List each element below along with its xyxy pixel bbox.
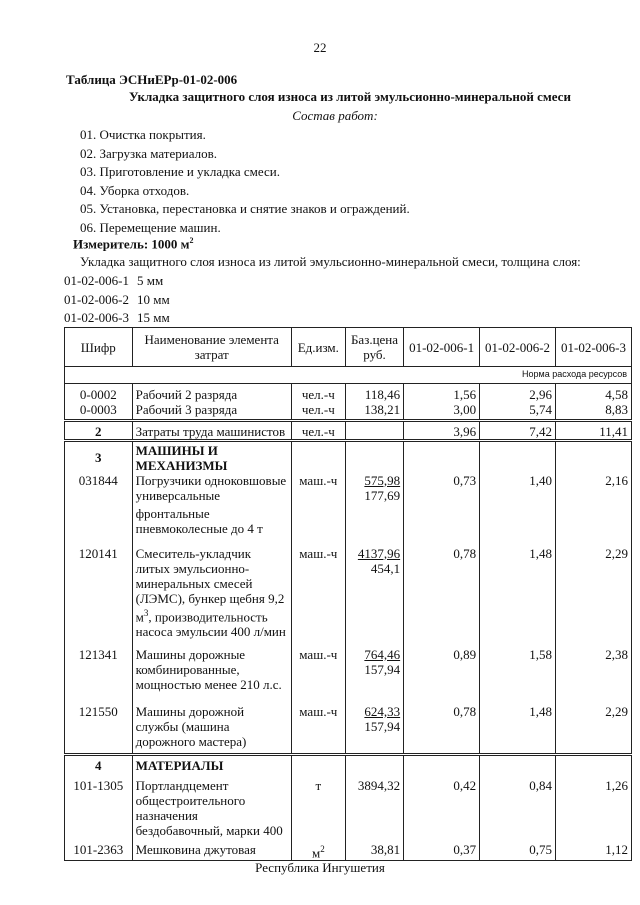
price-base: 4137,96 [357,545,401,561]
code-value: 5 мм [137,273,164,288]
cell-price [345,536,403,639]
cell-name: Рабочий 3 разряда [132,402,291,420]
cell-price [345,473,403,536]
header-unit: Ед.изм. [291,328,345,367]
cell-name [132,473,291,536]
cell-v1: 0,78 [404,536,480,639]
cell-code: 120141 [65,536,133,639]
unit-exponent: 3 [143,607,149,618]
table-row [65,692,632,755]
table-row [65,773,632,838]
table-subtitle: Укладка защитного слоя износа из литой эмульсионно-минеральной смеси [129,89,571,104]
cell-v2: 2,96 [480,384,556,403]
cell-name: Машины дорожные комбинированные, мощностью менее 210 л.с. [132,639,291,692]
cell-code: 0-0003 [65,402,133,420]
cell-name: Машины дорожной службы (машина дорожного мастера) [132,692,291,755]
cell-price: 118,46 [345,384,403,403]
works-list [80,126,410,237]
resource-table [64,327,632,861]
price-base: 575,98 [364,472,401,488]
table-row [65,473,632,536]
cell-name: Портландцемент общестроительного назначения бездобавочный, марки 400 [132,773,291,838]
header-name: Наименование элемента затрат [132,328,291,367]
cell-v3: 2,29 [556,536,632,639]
section-code: 3 [65,440,133,473]
cell-name-tail: , производительность насоса эмульсии 400 л/мин [135,608,286,639]
meter-label [73,236,194,252]
cell-v1: 1,56 [404,384,480,403]
cell-v3: 8,83 [556,402,632,420]
cell-name-text: Погрузчики одноковшовые универсальные [135,472,287,503]
cell-code: 121550 [65,692,133,755]
cell-code: 101-2363 [65,838,133,861]
cell-v1: 0,37 [404,838,480,861]
price-wage: 454,1 [370,560,401,576]
section-row [65,754,632,773]
page-footer: Республика Ингушетия [255,860,385,875]
cell-v1: 0,73 [404,473,480,536]
cell-code: 2 [65,420,133,440]
empty-cell [556,440,632,473]
code-item [64,272,170,291]
cell-unit: маш.-ч [291,692,345,755]
cell-unit [291,838,345,861]
code-item [64,309,170,328]
cell-v2: 7,42 [480,420,556,440]
cell-name-text: Смеситель-укладчик литых эмульсионно-минеральных смесей (ЛЭМС), бункер щебня 9,2 м [135,545,285,624]
header-col3: 01-02-006-3 [556,328,632,367]
cell-price [345,692,403,755]
cell-v1: 3,96 [404,420,480,440]
cell-v2: 0,75 [480,838,556,861]
work-item: 03. Приготовление и укладка смеси. [80,164,280,179]
code-item [64,291,170,310]
header-price: Баз.цена руб. [345,328,403,367]
empty-cell [291,440,345,473]
section-title: МАТЕРИАЛЫ [132,754,291,773]
table-header-row [65,328,632,367]
cell-name: Затраты труда машинистов [132,420,291,440]
price-wage: 157,94 [364,718,401,734]
empty-cell [345,440,403,473]
cell-unit: чел.-ч [291,384,345,403]
unit-text: м [311,845,321,861]
unit-exponent: 2 [320,843,325,854]
cell-v2: 1,48 [480,692,556,755]
cell-v3: 2,16 [556,473,632,536]
section-title: МАШИНЫ И МЕХАНИЗМЫ [132,440,291,473]
empty-cell [404,440,480,473]
table-row [65,639,632,692]
section-code: 4 [65,754,133,773]
cell-unit: маш.-ч [291,536,345,639]
work-item: 05. Установка, перестановка и снятие знаков и ограждений. [80,201,410,216]
code-id: 01-02-006-1 [64,273,129,288]
header-col1: 01-02-006-1 [404,328,480,367]
cell-v1: 0,89 [404,639,480,692]
header-col2: 01-02-006-2 [480,328,556,367]
header-code: Шифр [65,328,133,367]
cell-price: 3894,32 [345,773,403,838]
cell-unit: чел.-ч [291,420,345,440]
norm-label: Норма расхода ресурсов [65,367,632,384]
cell-v2: 1,48 [480,536,556,639]
empty-cell [480,440,556,473]
cell-price [345,639,403,692]
meter-text: Измеритель: 1000 м [73,236,190,252]
table-row [65,420,632,440]
cell-unit: чел.-ч [291,402,345,420]
cell-v2: 1,40 [480,473,556,536]
cell-name-text-cont: фронтальные пневмоколесные до 4 т [135,505,263,536]
page-number: 22 [313,40,327,55]
cell-v3: 11,41 [556,420,632,440]
section-row [65,440,632,473]
cell-code: 101-1305 [65,773,133,838]
table-title: Таблица ЭСНиЕРр-01-02-006 [66,72,238,87]
cell-name: Рабочий 2 разряда [132,384,291,403]
cell-v3: 4,58 [556,384,632,403]
price-wage: 157,94 [364,661,401,677]
cell-v2: 0,84 [480,773,556,838]
empty-cell [404,754,480,773]
work-item: 01. Очистка покрытия. [80,127,206,142]
cell-v1: 0,42 [404,773,480,838]
work-item: 02. Загрузка материалов. [80,145,217,161]
cell-v3: 1,26 [556,773,632,838]
cell-v3: 1,12 [556,838,632,861]
table-row [65,536,632,639]
cell-unit: маш.-ч [291,639,345,692]
cell-name [132,536,291,639]
table-row [65,384,632,403]
work-item: 06. Перемещение машин. [80,219,221,235]
code-value: 10 мм [137,291,170,307]
table-row [65,402,632,420]
cell-v2: 1,58 [480,639,556,692]
cell-v3: 2,38 [556,639,632,692]
cell-v1: 3,00 [404,402,480,420]
work-item: 04. Уборка отходов. [80,182,190,198]
cell-v3: 2,29 [556,692,632,755]
code-id: 01-02-006-3 [64,310,129,325]
cell-code: 031844 [65,473,133,536]
code-id: 01-02-006-2 [64,291,129,307]
cell-price [345,420,403,440]
meter-exponent: 2 [189,236,194,245]
norm-row [65,367,632,384]
cell-unit: маш.-ч [291,473,345,536]
empty-cell [480,754,556,773]
cell-price: 138,21 [345,402,403,420]
price-wage: 177,69 [364,487,401,503]
empty-cell [345,754,403,773]
composition-label: Состав работ: [292,108,378,123]
price-base: 624,33 [364,703,401,719]
code-value: 15 мм [137,310,170,325]
cell-price: 38,81 [345,838,403,861]
cell-v2: 5,74 [480,402,556,420]
table-row [65,838,632,861]
cell-unit: т [291,773,345,838]
empty-cell [291,754,345,773]
cell-v1: 0,78 [404,692,480,755]
intro-text: Укладка защитного слоя износа из литой эмульсионно-минеральной смеси, толщина слоя: [80,254,581,269]
empty-cell [556,754,632,773]
price-base: 764,46 [364,646,401,662]
cell-name: Мешковина джутовая [132,838,291,861]
cell-code: 121341 [65,639,133,692]
cell-code: 0-0002 [65,384,133,403]
code-list [64,272,170,328]
